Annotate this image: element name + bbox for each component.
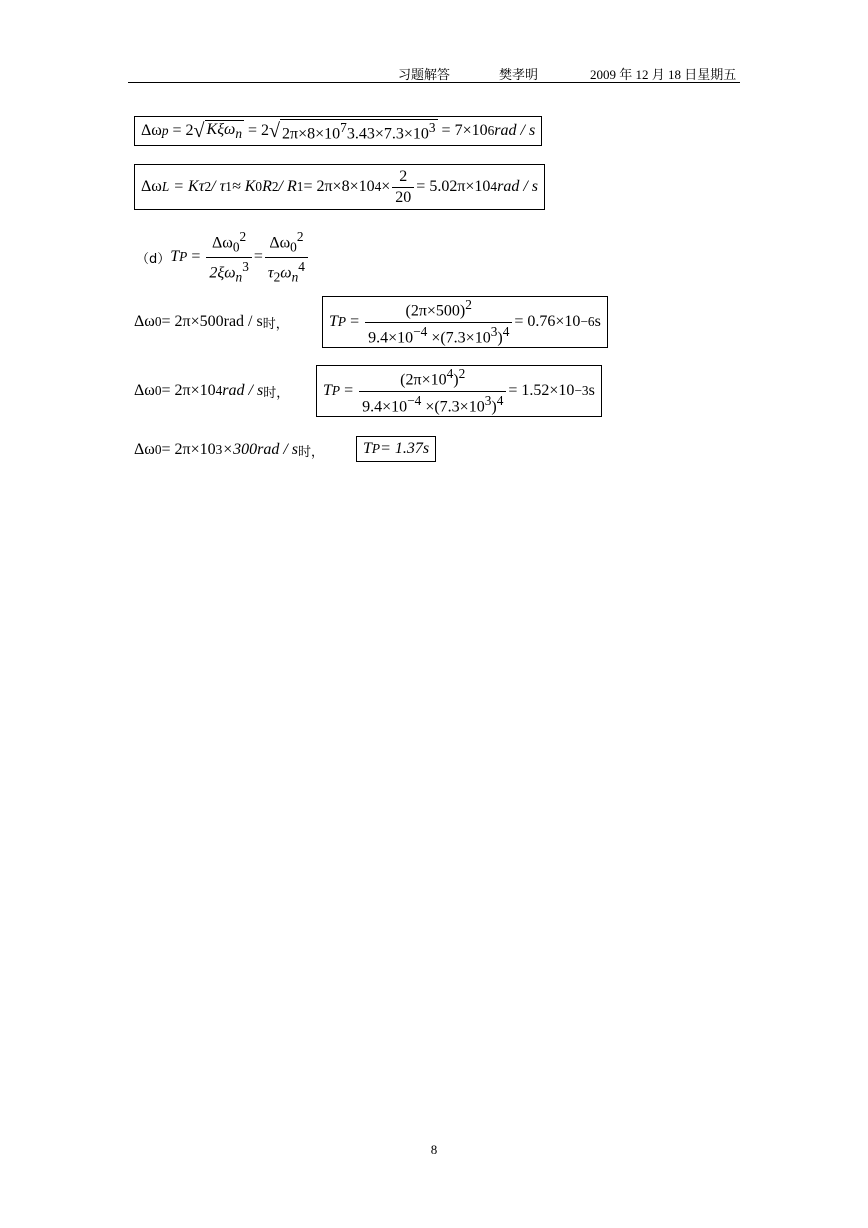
part-d-fraction-2 bbox=[265, 229, 308, 285]
c2-res: = 1.52×10 bbox=[508, 382, 575, 399]
c1-num: (2π×500) bbox=[405, 302, 466, 320]
c1-res-sup: −6 bbox=[580, 314, 595, 329]
eq2-g: × bbox=[381, 178, 391, 195]
case-2-result-box: T P = $\frac{(2\pi\times 10^4)^2}{9.4\times 10^{-4} \times(7.3\times 10^3)^4}$ = 1.52×10 −3 s bbox=[316, 365, 602, 417]
c3-cond-tail: ×300rad / s bbox=[222, 441, 298, 458]
equation-delta-omega-l bbox=[134, 164, 545, 210]
eq2-fraction bbox=[392, 168, 414, 207]
eq1-res-sup: 6 bbox=[487, 123, 495, 138]
c3-cond-sub: 0 bbox=[154, 442, 162, 457]
c1-unit: s bbox=[594, 313, 601, 330]
pd-frac2-num bbox=[266, 229, 306, 257]
eq2-a: = Kτ bbox=[173, 178, 205, 195]
eq2-d-sub: 2 bbox=[271, 179, 279, 194]
c1-tp-sub: P bbox=[337, 314, 347, 329]
pd-den2-sub: 2 bbox=[273, 269, 281, 285]
eq1-radicand bbox=[205, 120, 245, 142]
case-2-row bbox=[134, 367, 289, 415]
c2-res-sup: −3 bbox=[574, 383, 589, 398]
case-1-row bbox=[134, 298, 289, 346]
c1-frac-num bbox=[403, 297, 475, 321]
equation-delta-omega-p bbox=[134, 116, 542, 146]
eq1-lhs: Δω bbox=[141, 122, 162, 139]
eq1-lhs-sub: p bbox=[161, 123, 169, 138]
c2-cond: Δω bbox=[134, 382, 155, 399]
pd-den2-b-sup: 4 bbox=[298, 258, 305, 274]
c1-den-a-sup: −4 bbox=[413, 323, 428, 339]
eq2-c: ≈ K bbox=[231, 178, 256, 195]
c2-frac-num bbox=[397, 366, 468, 390]
c3-tp-sub: P bbox=[371, 441, 381, 456]
c3-res: = 1.37s bbox=[380, 440, 430, 457]
pd-frac1-den bbox=[206, 257, 252, 286]
c2-when: 时， bbox=[263, 385, 290, 401]
pd-den1-sub: n bbox=[235, 269, 243, 285]
eq1-rad: Kξω bbox=[206, 120, 236, 138]
c2-den-a-sup: −4 bbox=[407, 392, 422, 408]
c2-cond-unit: rad / s bbox=[222, 382, 264, 399]
eq2-b-sub: 1 bbox=[225, 179, 232, 194]
pd-den1-sup: 3 bbox=[242, 258, 249, 274]
pd-num2: Δω bbox=[269, 234, 291, 252]
eq2-h-sup: 4 bbox=[490, 179, 498, 194]
c1-cond-sub: 0 bbox=[154, 314, 162, 329]
eq1-rad-sub: n bbox=[235, 126, 243, 142]
c3-when: 时， bbox=[298, 444, 325, 460]
pd-den2-b: ω bbox=[280, 263, 292, 281]
part-d-formula: （d） T P = $\frac{\Delta\omega_0^2}{2\xi\omega_n^3}$ = $\frac{\Delta\omega_0^2}{\tau_2\omega_n^4}$ bbox=[136, 234, 310, 280]
c2-frac-den bbox=[359, 391, 506, 416]
c1-cond-val: = 2π×500rad / s bbox=[161, 313, 263, 330]
eq1-unit: rad / s bbox=[494, 122, 536, 139]
eq1-rad2-tail: 3.43×7.3×10 bbox=[346, 125, 429, 143]
eq1-radicand-2 bbox=[280, 119, 438, 143]
eq2-c-sub: 0 bbox=[255, 179, 263, 194]
pd-num1: Δω bbox=[212, 234, 233, 252]
c2-den-c: ) bbox=[491, 397, 497, 415]
eq2-lhs: Δω bbox=[141, 178, 162, 195]
eq2-e-sub: 1 bbox=[296, 179, 304, 194]
part-d-label: （d） bbox=[136, 251, 171, 267]
sqrt-symbol: √ bbox=[193, 119, 205, 142]
c3-cond: Δω bbox=[134, 441, 155, 458]
pd-tp-sub: P bbox=[179, 249, 188, 264]
eq2-a-sub: 2 bbox=[204, 179, 212, 194]
c2-cond-sup: 4 bbox=[215, 383, 223, 398]
pd-den2: τ bbox=[267, 263, 274, 281]
pd-num2-sup: 2 bbox=[296, 228, 304, 244]
pd-frac2-den bbox=[265, 257, 308, 286]
eq1-rad2-sup2: 3 bbox=[428, 119, 436, 135]
sqrt-symbol-2: √ bbox=[269, 119, 281, 142]
pd-frac1-num bbox=[209, 229, 249, 257]
header-date: 2009 年 12 月 18 日星期五 bbox=[590, 67, 737, 82]
c1-den-c-sup: 4 bbox=[502, 323, 510, 339]
case-1-fraction bbox=[365, 297, 512, 347]
eq2-unit: rad / s bbox=[497, 178, 538, 195]
c2-cond-sub: 0 bbox=[154, 383, 162, 398]
pd-num2-sub: 0 bbox=[290, 239, 297, 255]
eq1-eq2: = 2 bbox=[248, 122, 270, 139]
c2-num-end: ) bbox=[453, 371, 459, 389]
c1-den-a: 9.4×10 bbox=[368, 328, 414, 346]
header-rule bbox=[128, 82, 740, 83]
case-1-result-box: T P = $\frac{(2\pi\times 500)^2}{9.4\times 10^{-4} \times(7.3\times 10^3)^4}$ = 0.76×10 −6 s bbox=[322, 296, 608, 348]
c3-cond-val: = 2π×10 bbox=[161, 441, 216, 458]
eq2-frac-num: 2 bbox=[399, 167, 408, 185]
c1-res: = 0.76×10 bbox=[514, 313, 581, 330]
case-3-result-box bbox=[356, 436, 436, 462]
c2-cond-val: = 2π×10 bbox=[161, 382, 216, 399]
c2-num: (2π×10 bbox=[400, 371, 447, 389]
pd-tp: T bbox=[170, 248, 180, 265]
eq1-rad2-sup: 7 bbox=[340, 119, 347, 135]
case-2-fraction bbox=[359, 366, 506, 416]
eq2-h: = 5.02π×10 bbox=[416, 178, 491, 195]
eq2-f: = 2π×8×10 bbox=[303, 178, 375, 195]
eq2-d: R bbox=[262, 178, 272, 195]
c2-tp-sub: P bbox=[331, 383, 341, 398]
part-d-fraction-1 bbox=[206, 229, 252, 285]
pd-den1: 2ξω bbox=[209, 263, 236, 281]
eq2-lhs-sub: L bbox=[161, 179, 170, 194]
eq2-frac-den: 20 bbox=[392, 187, 414, 207]
header-author: 樊孝明 bbox=[499, 67, 539, 82]
c1-cond: Δω bbox=[134, 313, 155, 330]
header-course: 习题解答 bbox=[398, 67, 451, 82]
c1-den-c: ) bbox=[497, 328, 503, 346]
c2-unit: s bbox=[588, 382, 595, 399]
eq2-f-sup: 4 bbox=[374, 179, 382, 194]
c1-frac-den bbox=[365, 322, 512, 347]
page-number: 8 bbox=[430, 1142, 438, 1157]
c1-when: 时， bbox=[262, 316, 289, 332]
eq1-res: = 7×10 bbox=[441, 122, 488, 139]
c2-den-a: 9.4×10 bbox=[362, 397, 408, 415]
c1-den-b: ×(7.3×10 bbox=[427, 328, 491, 346]
pd-den2-b-sub: n bbox=[291, 269, 299, 285]
c2-num-sup: 4 bbox=[446, 366, 454, 382]
pd-num1-sub: 0 bbox=[232, 239, 240, 255]
c1-den-b-sup: 3 bbox=[490, 323, 498, 339]
c1-tp: T bbox=[329, 313, 338, 330]
eq2-b: / τ bbox=[211, 178, 226, 195]
eq1-rad2: 2π×8×10 bbox=[282, 125, 341, 143]
c2-den-c-sup: 4 bbox=[496, 392, 504, 408]
eq1-mid: = 2 bbox=[172, 122, 194, 139]
c2-den-b: ×(7.3×10 bbox=[421, 397, 485, 415]
c3-tp: T bbox=[363, 440, 372, 457]
c1-num-sup: 2 bbox=[465, 297, 472, 313]
c2-num-end-sup: 2 bbox=[458, 366, 466, 382]
case-3-row bbox=[134, 436, 324, 464]
eq2-e: / R bbox=[278, 178, 297, 195]
c3-cond-sup: 3 bbox=[215, 442, 223, 457]
pd-num1-sup: 2 bbox=[239, 228, 247, 244]
c2-den-b-sup: 3 bbox=[484, 392, 492, 408]
c2-tp: T bbox=[323, 382, 332, 399]
